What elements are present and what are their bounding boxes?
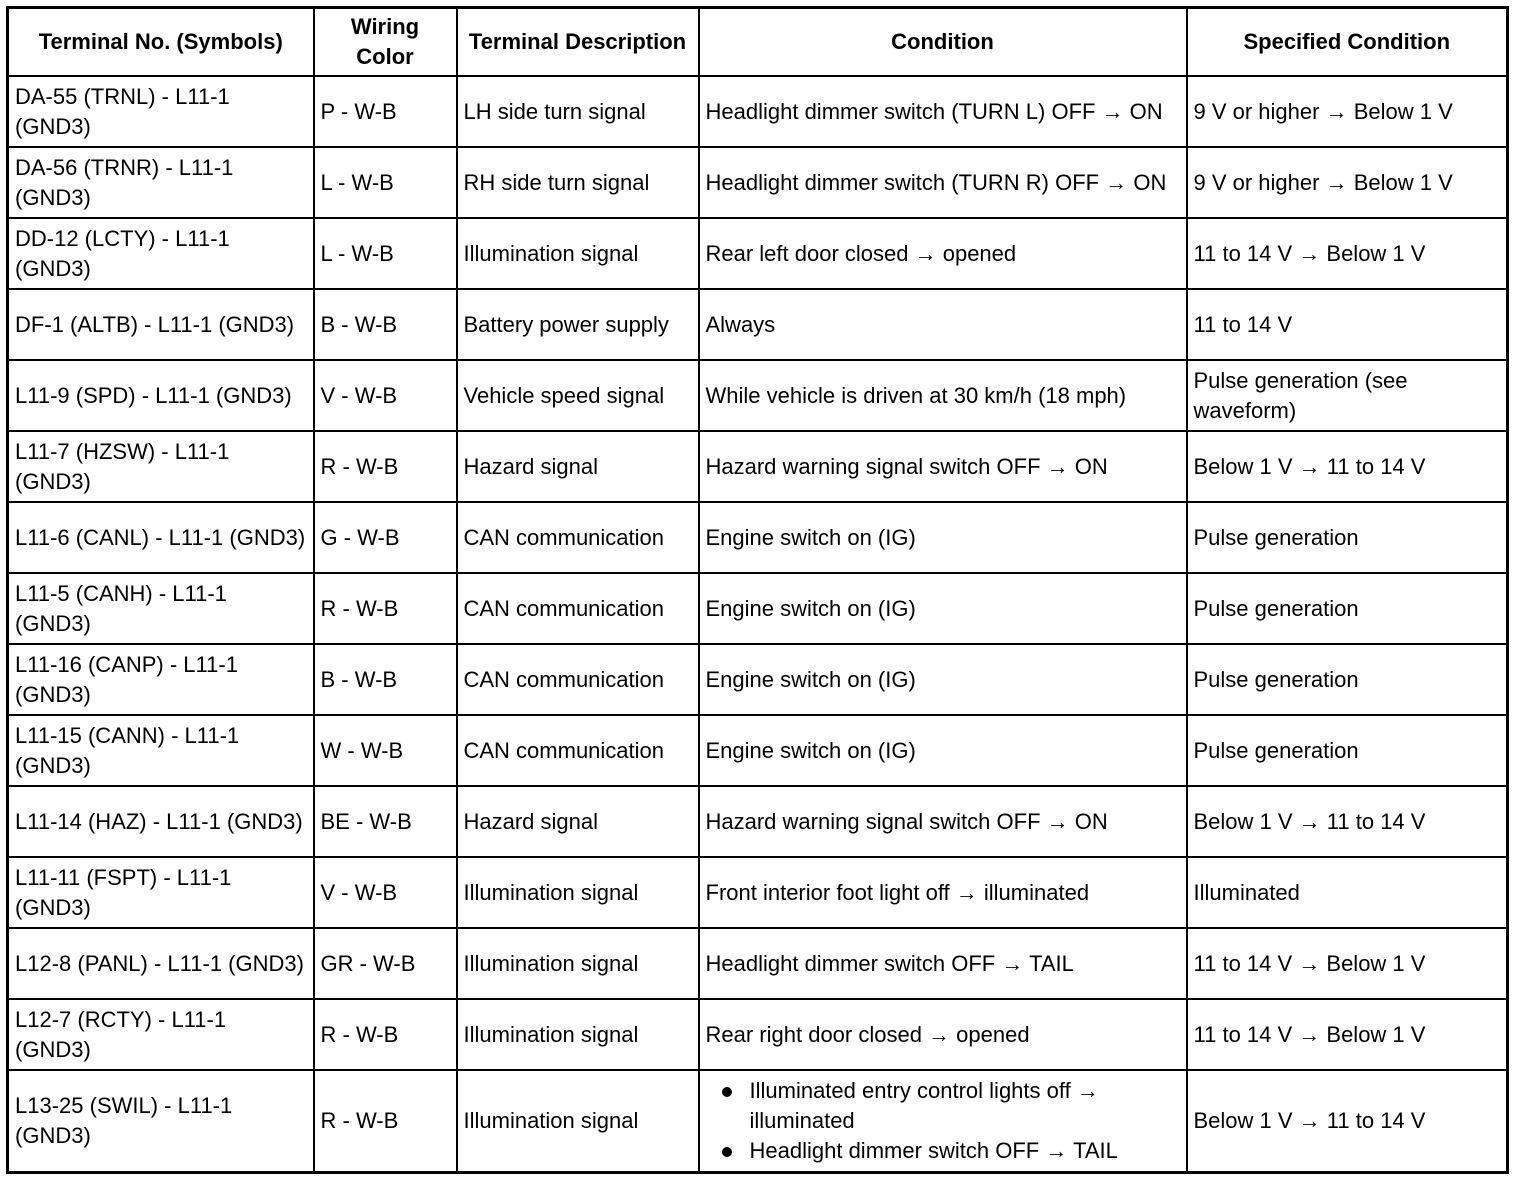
cell-description: CAN communication (457, 715, 699, 786)
cell-specified-condition: 11 to 14 V → Below 1 V (1187, 218, 1508, 289)
cell-description: CAN communication (457, 502, 699, 573)
cell-wiring-color: GR - W-B (314, 928, 457, 999)
cell-wiring-color: V - W-B (314, 857, 457, 928)
cell-specified-condition: Pulse generation (1187, 502, 1508, 573)
cell-specified-condition: Pulse generation (1187, 644, 1508, 715)
cell-condition: Rear left door closed → opened (699, 218, 1187, 289)
table-row (8, 786, 1508, 857)
cell-description: Illumination signal (457, 999, 699, 1070)
cell-terminal: DD-12 (LCTY) - L11-1 (GND3) (8, 218, 314, 289)
cell-wiring-color: P - W-B (314, 76, 457, 147)
condition-bullet-list (706, 1076, 1180, 1166)
cell-wiring-color: W - W-B (314, 715, 457, 786)
cell-condition: Engine switch on (IG) (699, 573, 1187, 644)
cell-wiring-color: L - W-B (314, 147, 457, 218)
cell-specified-condition: Below 1 V → 11 to 14 V (1187, 1070, 1508, 1173)
cell-description: CAN communication (457, 573, 699, 644)
cell-specified-condition: 11 to 14 V (1187, 289, 1508, 360)
table-row (8, 218, 1508, 289)
cell-condition: While vehicle is driven at 30 km/h (18 mph) (699, 360, 1187, 431)
cell-wiring-color: R - W-B (314, 573, 457, 644)
cell-specified-condition: Pulse generation (1187, 715, 1508, 786)
table-row (8, 1070, 1508, 1173)
cell-description: Illumination signal (457, 857, 699, 928)
cell-terminal: L12-7 (RCTY) - L11-1 (GND3) (8, 999, 314, 1070)
header-row (8, 8, 1508, 77)
cell-wiring-color: R - W-B (314, 431, 457, 502)
table-row (8, 502, 1508, 573)
cell-terminal: DF-1 (ALTB) - L11-1 (GND3) (8, 289, 314, 360)
cell-description: Vehicle speed signal (457, 360, 699, 431)
cell-terminal: L11-11 (FSPT) - L11-1 (GND3) (8, 857, 314, 928)
cell-description: Illumination signal (457, 928, 699, 999)
cell-description: Illumination signal (457, 218, 699, 289)
cell-terminal: L11-5 (CANH) - L11-1 (GND3) (8, 573, 314, 644)
cell-terminal: L11-9 (SPD) - L11-1 (GND3) (8, 360, 314, 431)
cell-wiring-color: B - W-B (314, 644, 457, 715)
cell-wiring-color: V - W-B (314, 360, 457, 431)
cell-description: CAN communication (457, 644, 699, 715)
cell-terminal: L13-25 (SWIL) - L11-1 (GND3) (8, 1070, 314, 1173)
header-terminal: Terminal No. (Symbols) (8, 8, 314, 77)
cell-terminal: L11-16 (CANP) - L11-1 (GND3) (8, 644, 314, 715)
terminal-table-container (6, 6, 1509, 1174)
cell-terminal: DA-56 (TRNR) - L11-1 (GND3) (8, 147, 314, 218)
cell-condition: Engine switch on (IG) (699, 715, 1187, 786)
cell-condition: Hazard warning signal switch OFF → ON (699, 431, 1187, 502)
condition-bullet-item: Illuminated entry control lights off → illuminated (750, 1076, 1180, 1136)
cell-terminal: L11-14 (HAZ) - L11-1 (GND3) (8, 786, 314, 857)
cell-condition: Always (699, 289, 1187, 360)
cell-specified-condition: 9 V or higher → Below 1 V (1187, 147, 1508, 218)
table-row (8, 715, 1508, 786)
cell-specified-condition: 9 V or higher → Below 1 V (1187, 76, 1508, 147)
cell-specified-condition: Below 1 V → 11 to 14 V (1187, 786, 1508, 857)
header-specified-condition: Specified Condition (1187, 8, 1508, 77)
condition-bullet-item: Headlight dimmer switch OFF → TAIL (750, 1136, 1180, 1166)
table-row (8, 289, 1508, 360)
cell-wiring-color: R - W-B (314, 999, 457, 1070)
table-row (8, 360, 1508, 431)
header-terminal-description: Terminal Description (457, 8, 699, 77)
cell-wiring-color: R - W-B (314, 1070, 457, 1173)
cell-specified-condition: Below 1 V → 11 to 14 V (1187, 431, 1508, 502)
cell-specified-condition: Pulse generation (1187, 573, 1508, 644)
cell-description: Illumination signal (457, 1070, 699, 1173)
table-row (8, 644, 1508, 715)
cell-description: Hazard signal (457, 431, 699, 502)
cell-wiring-color: G - W-B (314, 502, 457, 573)
cell-terminal: DA-55 (TRNL) - L11-1 (GND3) (8, 76, 314, 147)
header-condition: Condition (699, 8, 1187, 77)
table-row (8, 431, 1508, 502)
terminal-table (6, 6, 1509, 1174)
header-wiring-color: Wiring Color (314, 8, 457, 77)
cell-condition: Headlight dimmer switch OFF → TAIL (699, 928, 1187, 999)
cell-description: Battery power supply (457, 289, 699, 360)
cell-description: RH side turn signal (457, 147, 699, 218)
table-row (8, 857, 1508, 928)
table-row (8, 999, 1508, 1070)
cell-wiring-color: L - W-B (314, 218, 457, 289)
cell-description: Hazard signal (457, 786, 699, 857)
cell-terminal: L12-8 (PANL) - L11-1 (GND3) (8, 928, 314, 999)
cell-condition: Headlight dimmer switch (TURN L) OFF → ON (699, 76, 1187, 147)
table-row (8, 573, 1508, 644)
cell-terminal: L11-6 (CANL) - L11-1 (GND3) (8, 502, 314, 573)
table-row (8, 928, 1508, 999)
cell-condition: Hazard warning signal switch OFF → ON (699, 786, 1187, 857)
table-row (8, 76, 1508, 147)
cell-condition (699, 1070, 1187, 1173)
cell-condition: Rear right door closed → opened (699, 999, 1187, 1070)
cell-specified-condition: 11 to 14 V → Below 1 V (1187, 928, 1508, 999)
cell-specified-condition: Illuminated (1187, 857, 1508, 928)
cell-wiring-color: BE - W-B (314, 786, 457, 857)
cell-condition: Engine switch on (IG) (699, 644, 1187, 715)
cell-condition: Front interior foot light off → illuminated (699, 857, 1187, 928)
cell-wiring-color: B - W-B (314, 289, 457, 360)
cell-specified-condition: 11 to 14 V → Below 1 V (1187, 999, 1508, 1070)
cell-condition: Headlight dimmer switch (TURN R) OFF → ON (699, 147, 1187, 218)
cell-terminal: L11-7 (HZSW) - L11-1 (GND3) (8, 431, 314, 502)
table-row (8, 147, 1508, 218)
cell-description: LH side turn signal (457, 76, 699, 147)
cell-specified-condition: Pulse generation (see waveform) (1187, 360, 1508, 431)
cell-condition: Engine switch on (IG) (699, 502, 1187, 573)
cell-terminal: L11-15 (CANN) - L11-1 (GND3) (8, 715, 314, 786)
